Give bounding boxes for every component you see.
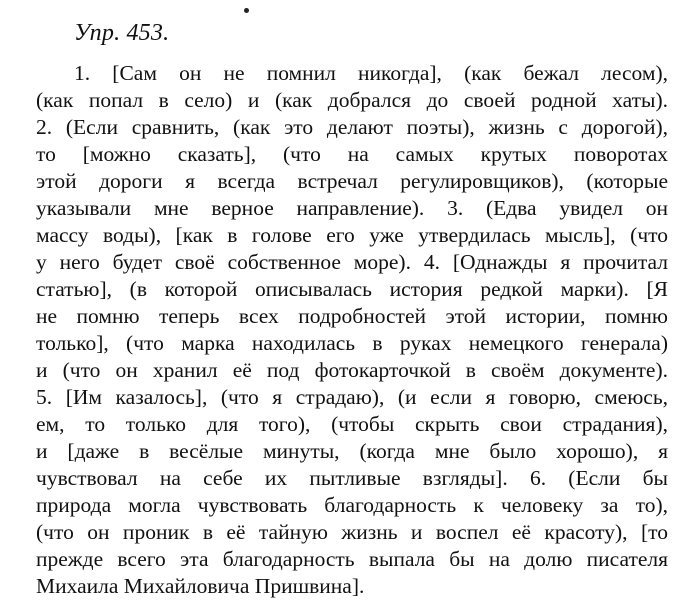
text-line: 1. [Сам он не помнил никогда], (как бежал лесом), — [74, 61, 668, 85]
text-line: ем, то только для того), (чтобы скрыть свои страдания), — [36, 412, 668, 436]
text-line: то [можно сказать], (что на самых крутых поворотах — [36, 142, 668, 166]
text-line: массу воды), [как в голове его уже утвердилась мысль], (что — [36, 223, 668, 247]
text-line: только], (что марка находилась в руках немецкого генерала) — [36, 331, 668, 355]
exercise-title: Упр. 453. — [74, 20, 170, 46]
text-line: этой дороги я всегда встречал регулировщиков), (которые — [36, 169, 668, 193]
text-line: 5. [Им казалось], (что я страдаю), (и если я говорю, смеюсь, — [36, 385, 668, 409]
text-line: (что он проник в её тайную жизнь и воспел её красоту), [то — [36, 520, 668, 544]
text-line: (как попал в село) и (как добрался до своей родной хаты). — [36, 88, 668, 112]
text-line: Михаила Михайловича Пришвина]. — [36, 574, 365, 598]
text-line: у него будет своё собственное море). 4. [Однажды я прочитал — [36, 250, 668, 274]
text-line: и [даже в весёлые минуты, (когда мне было хорошо), я — [36, 439, 668, 463]
text-line: и (что он хранил её под фотокарточкой в своём документе). — [36, 358, 668, 382]
text-line: прежде всего эта благодарность выпала бы на долю писателя — [36, 547, 668, 571]
text-line: природа могла чувствовать благодарность к человеку за то), — [36, 493, 668, 517]
text-line: не помню теперь всех подробностей этой истории, помню — [36, 304, 668, 328]
text-line: чувствовал на себе их пытливые взгляды]. 6. (Если бы — [36, 466, 668, 490]
text-line: статью], (в которой описывалась история редкой марки). [Я — [36, 277, 668, 301]
text-line: 2. (Если сравнить, (как это делают поэты), жизнь с дорогой), — [36, 115, 668, 139]
print-speck — [244, 8, 249, 13]
text-line: указывали мне верное направление). 3. (Едва увидел он — [36, 196, 668, 220]
